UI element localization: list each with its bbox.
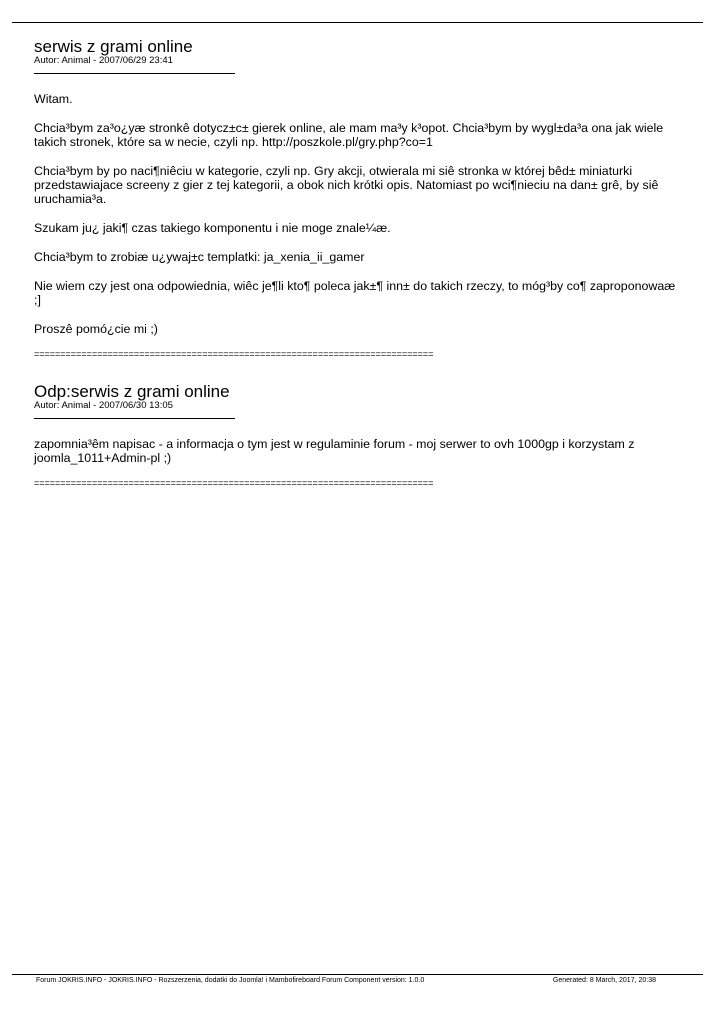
post-paragraph: Witam. <box>34 92 73 106</box>
post-paragraph: Chcia³bym to zrobiæ u¿ywaj±c templatki: ja_xenia_ii_gamer <box>34 250 365 264</box>
post-title: serwis z grami online <box>34 37 193 56</box>
forum-post <box>34 38 684 359</box>
post-meta: Autor: Animal - 2007/06/29 23:41 <box>34 55 173 66</box>
top-rule <box>12 22 703 23</box>
footer-generated: Generated: 8 March, 2017, 20:38 <box>552 977 656 984</box>
post-body <box>34 437 684 465</box>
post-title: Odp:serwis z grami online <box>34 382 230 401</box>
post-meta: Autor: Animal - 2007/06/30 13:05 <box>34 400 173 411</box>
post-paragraph: Szukam ju¿ jaki¶ czas takiego komponentu i nie moge znale¼æ. <box>34 221 391 235</box>
title-underline <box>34 73 235 74</box>
footer-rule <box>12 974 703 975</box>
post-separator: ============================================================================ <box>34 478 434 488</box>
title-underline <box>34 418 235 419</box>
post-paragraph: Nie wiem czy jest ona odpowiednia, wiêc je¶li kto¶ poleca jak±¶ inn± do takich rzeczy, to móg³by co¶ zaproponowaæ ;] <box>34 279 679 307</box>
post-paragraph: Chcia³bym za³o¿yæ stronkê dotycz±c± gierek online, ale mam ma³y k³opot. Chcia³bym by wygl±da³a ona jak wiele takich stronek, które sa w necie, czyli np. http://poszkole.pl/gry.php?co=1 <box>34 121 667 149</box>
post-paragraph: Proszê pomó¿cie mi ;) <box>34 322 158 336</box>
post-separator: ============================================================================ <box>34 349 434 359</box>
footer-source: Forum JOKRIS.INFO - JOKRIS.INFO - Rozszerzenia, dodatki do Joomla! i Mambo​fireboard Forum Component version: 1.0.0 <box>36 977 425 984</box>
post-paragraph: zapomnia³êm napisac - a informacja o tym jest w regulaminie forum - moj serwer to ovh 1000gp i korzystam z joomla_1011+Admin-pl ;) <box>34 437 638 465</box>
forum-post <box>34 383 684 488</box>
post-paragraph: Chcia³bym by po naci¶niêciu w kategorie, czyli np. Gry akcji, otwierala mi siê stronka w której bêd± miniaturki przedstawiajace screeny z gier z tej kategorii, a obok nich krótki opis. Natomiast po wci¶nieciu na dan± grê, by siê uruchamia³a. <box>34 164 662 206</box>
post-body <box>34 92 684 336</box>
document-content <box>34 38 684 488</box>
